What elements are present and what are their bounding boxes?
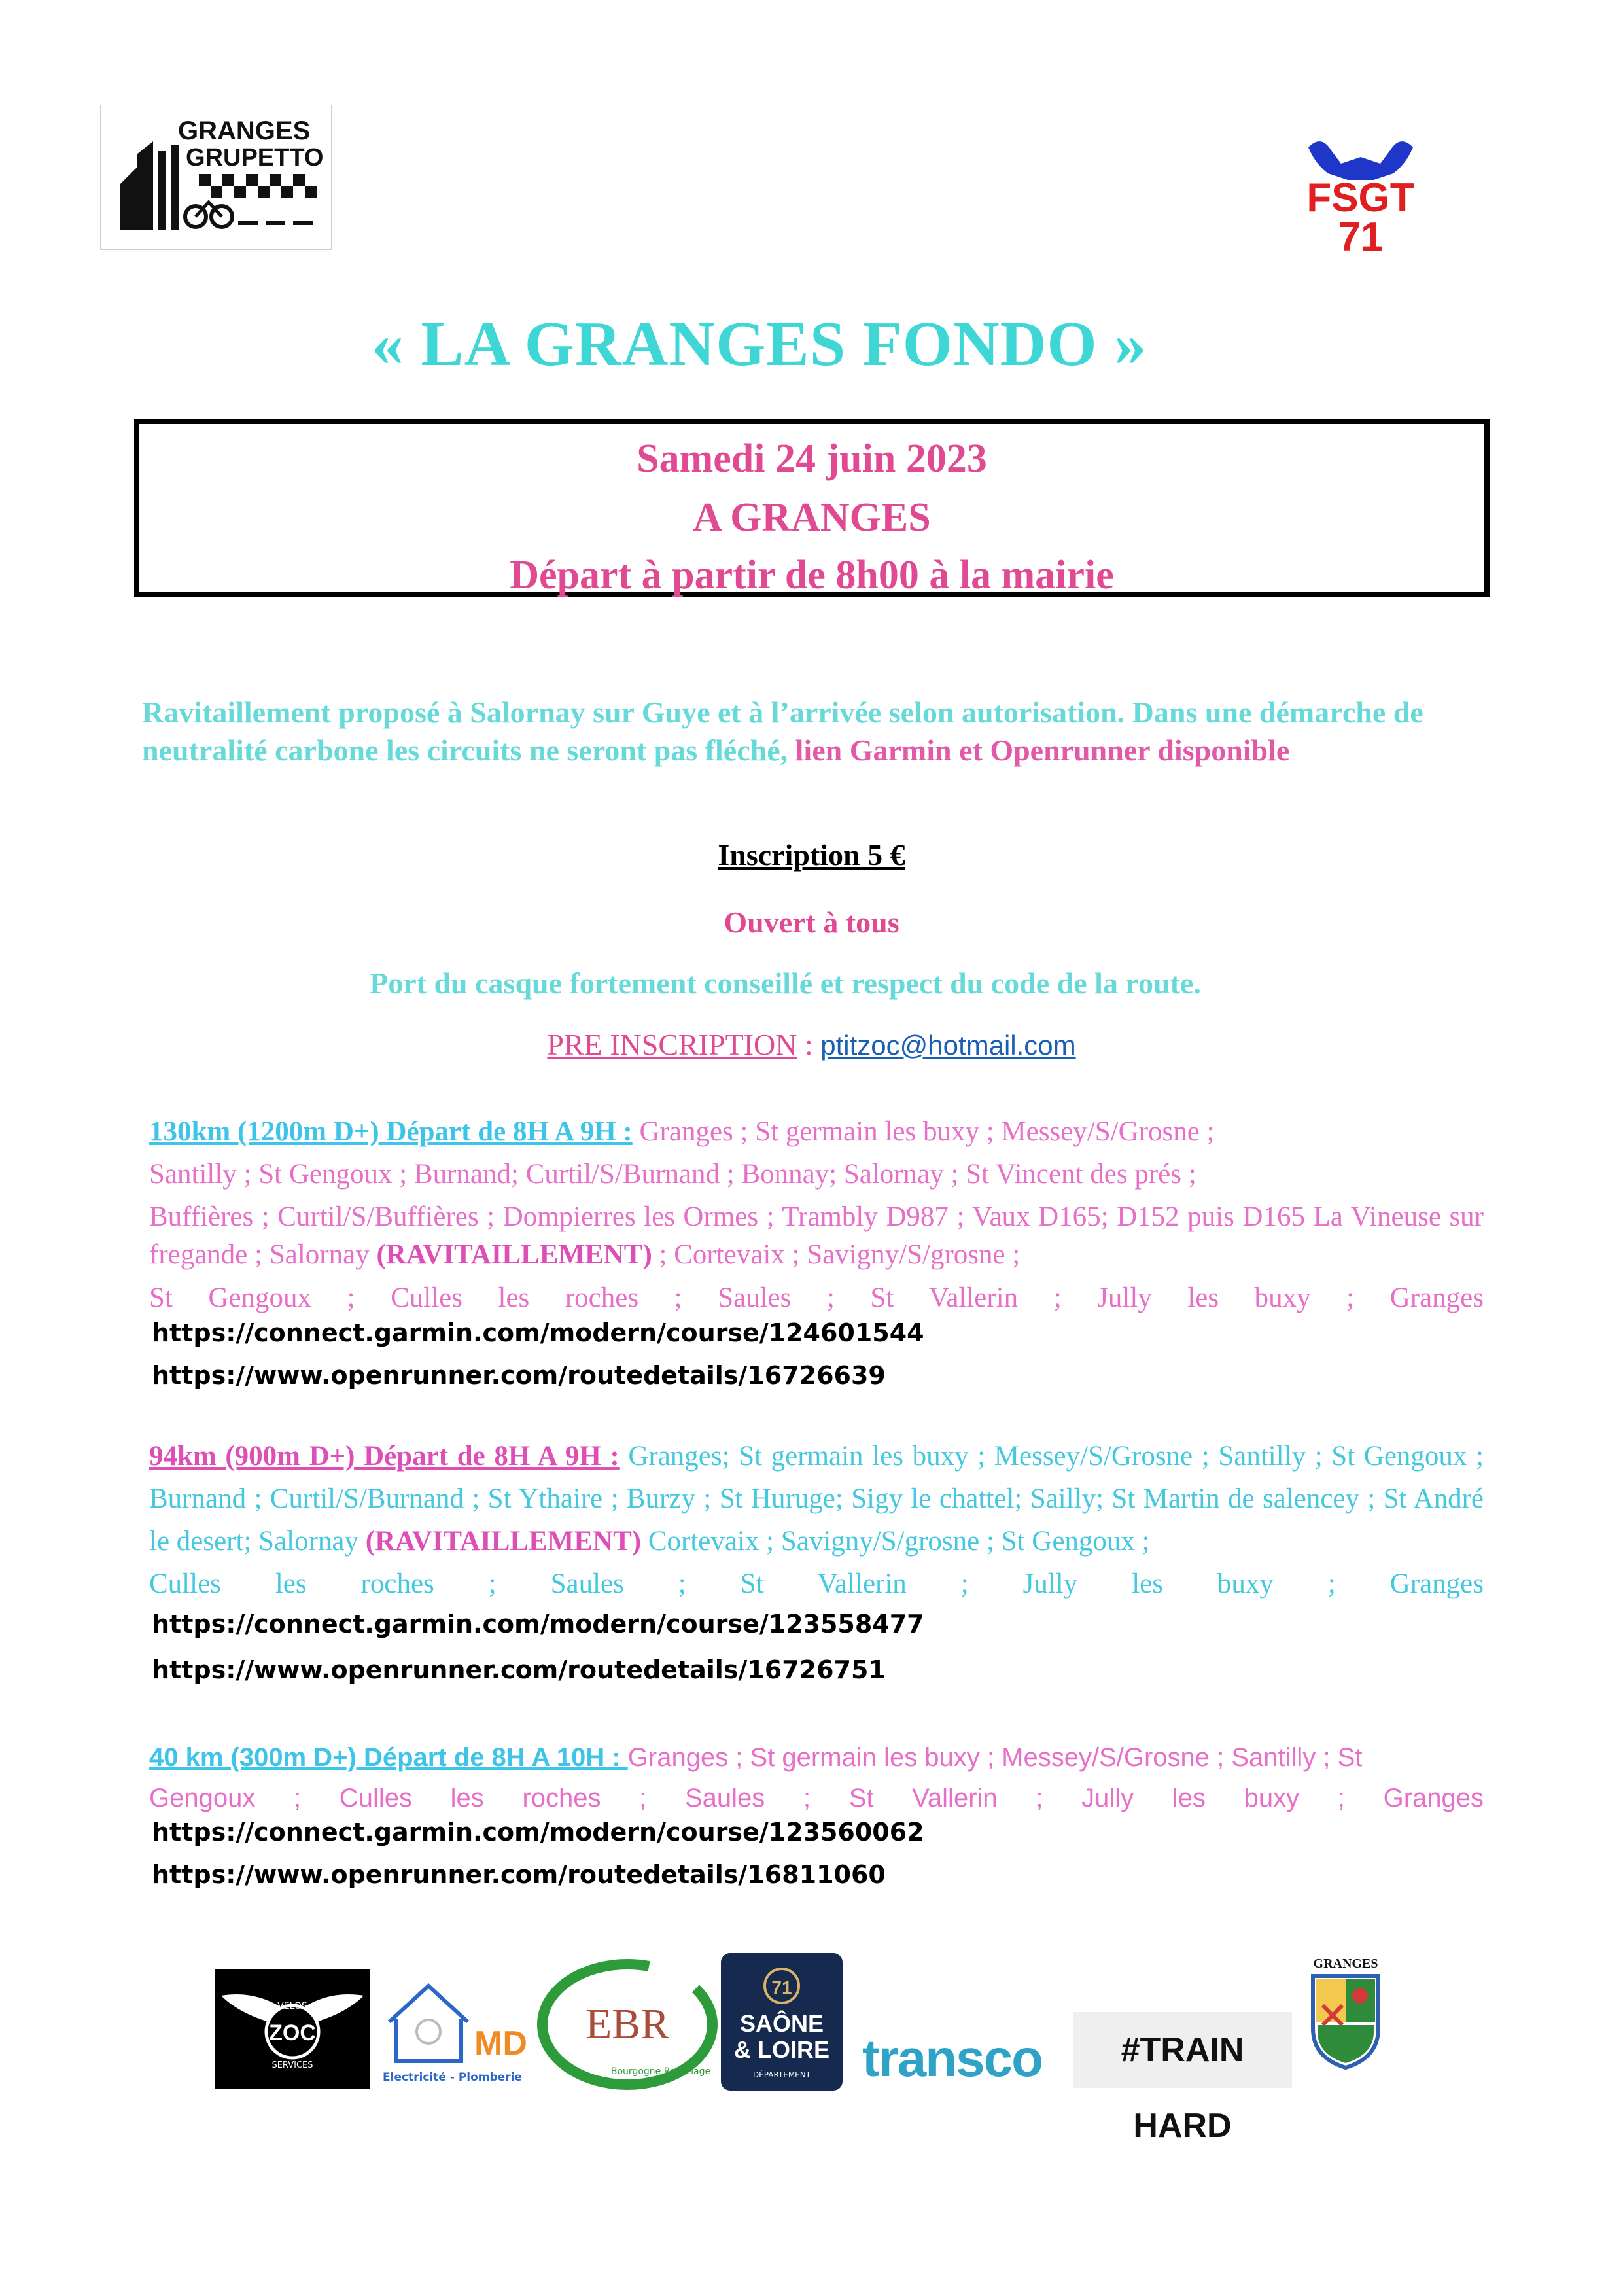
fsgt-number: 71 — [1338, 215, 1384, 258]
svg-text:Electricité - Plomberie: Electricité - Plomberie — [383, 2071, 522, 2084]
event-date: Samedi 24 juin 2023 — [637, 436, 987, 481]
ravitaillement-text: Ravitaillement proposé à Salornay sur Guye et à l’arrivée selon autorisation. Dans une démarche de neutralité carbone les circuits ne seront pas fléché, — [142, 696, 1423, 767]
event-date-box — [134, 419, 1490, 597]
pre-inscription-sep: : — [797, 1028, 821, 1061]
route-40km: 40 km (300m D+) Départ de 8H A 10H : Granges ; St germain les buxy ; Messey/S/Grosne ; Santilly ; St Gengoux ; Culles les roches ; Saules ; St Vallerin ; Jully les buxy ; Granges — [149, 1743, 1484, 1812]
pre-inscription-line — [0, 1027, 1623, 1062]
svg-text:71: 71 — [771, 1977, 792, 1998]
route-130km-heading: 130km (1200m D+) Départ de 8H A 9H : — [149, 1116, 633, 1147]
ravitaillement-paragraph — [142, 694, 1490, 769]
sponsor-zoc-logo — [215, 1969, 370, 2089]
sponsor-saone-loire-logo — [721, 1953, 843, 2091]
svg-text:GRANGES: GRANGES — [1313, 1956, 1378, 1971]
event-start: Départ à partir de 8h00 à la mairie — [510, 553, 1114, 597]
open-to-all: Ouvert à tous — [724, 906, 899, 939]
event-location: A GRANGES — [693, 495, 931, 540]
svg-text:SAÔNE: SAÔNE — [739, 2010, 824, 2037]
sponsor-ebr-logo — [536, 1956, 718, 2093]
sponsor-md-logo — [383, 1969, 527, 2089]
svg-text:ZOC: ZOC — [269, 2021, 316, 2045]
event-title: « LA GRANGES FONDO » — [371, 309, 1147, 380]
svg-text:& LOIRE: & LOIRE — [733, 2036, 830, 2063]
inscription-price: Inscription 5 € — [718, 838, 905, 872]
svg-text:DÉPARTEMENT: DÉPARTEMENT — [752, 2070, 811, 2079]
svg-text:EBR: EBR — [585, 2000, 670, 2048]
pre-inscription-label: PRE INSCRIPTION — [547, 1028, 797, 1061]
route-94km-garmin-link[interactable]: https://connect.garmin.com/modern/course/123558477 — [152, 1610, 924, 1638]
granges-grupetto-logo — [100, 105, 332, 250]
logo-text-line1: GRANGES — [178, 116, 311, 145]
granges-coat-of-arms — [1303, 1953, 1388, 2071]
svg-text:VELOS: VELOS — [277, 2001, 307, 2011]
helmet-advice: Port du casque fortement conseillé et respect du code de la route. — [370, 966, 1201, 1000]
route-130km-openrunner-link[interactable]: https://www.openrunner.com/routedetails/16726639 — [152, 1361, 886, 1390]
route-94km: 94km (900m D+) Départ de 8H A 9H : Granges; St germain les buxy ; Messey/S/Grosne ; Santilly ; St Gengoux ; Burnand ; Curtil/S/Burnand ; St Ythaire ; Burzy ; St Huruge; Sigy le chattel; Sailly; St Martin de salencey ; St André le desert; Salornay (RAVITAILLEMENT) Cortevaix ; Savigny/S/grosne ; St Gengoux ; Culles les roches ; Saules ; St Vallerin ; Jully les buxy ; Granges — [149, 1441, 1484, 1599]
route-130km: 130km (1200m D+) Départ de 8H A 9H : Granges ; St germain les buxy ; Messey/S/Grosne ; Santilly ; St Gengoux ; Burnand; Curtil/S/Burnand ; Bonnay; Salornay ; St Vincent des prés ; Buffières ; Curtil/S/Buffières ; Dompierres les Ormes ; Trambly D987 ; Vaux D165; D152 puis D165 La Vineuse sur fregande ; Salornay (RAVITAILLEMENT) ; Cortevaix ; Savigny/S/grosne ; St Gengoux ; Culles les roches ; Saules ; St Vallerin ; Jully les buxy ; Granges — [149, 1116, 1484, 1313]
route-40km-garmin-link[interactable]: https://connect.garmin.com/modern/course/123560062 — [152, 1818, 924, 1846]
contact-email-link[interactable]: ptitzoc@hotmail.com — [820, 1030, 1076, 1061]
route-94km-openrunner-link[interactable]: https://www.openrunner.com/routedetails/16726751 — [152, 1655, 886, 1684]
route-94km-heading: 94km (900m D+) Départ de 8H A 9H : — [149, 1441, 620, 1472]
svg-text:MD: MD — [474, 2024, 527, 2062]
sponsor-transco-logo: transco — [862, 2029, 1042, 2087]
logo-text-line2: GRUPETTO — [186, 144, 324, 171]
route-130km-garmin-link[interactable]: https://connect.garmin.com/modern/course/124601544 — [152, 1318, 924, 1347]
fsgt-text: FSGT — [1306, 175, 1415, 221]
sponsor-trainhard-logo: #TRAIN HARD — [1073, 2012, 1292, 2088]
fsgt-71-logo — [1295, 128, 1426, 258]
route-40km-openrunner-link[interactable]: https://www.openrunner.com/routedetails/16811060 — [152, 1860, 886, 1889]
route-40km-heading: 40 km (300m D+) Départ de 8H A 10H : — [149, 1743, 628, 1772]
links-available-text: lien Garmin et Openrunner disponible — [788, 733, 1290, 767]
svg-text:SERVICES: SERVICES — [271, 2060, 313, 2070]
svg-text:Bourgogne Recyclage: Bourgogne Recyclage — [610, 2066, 711, 2077]
